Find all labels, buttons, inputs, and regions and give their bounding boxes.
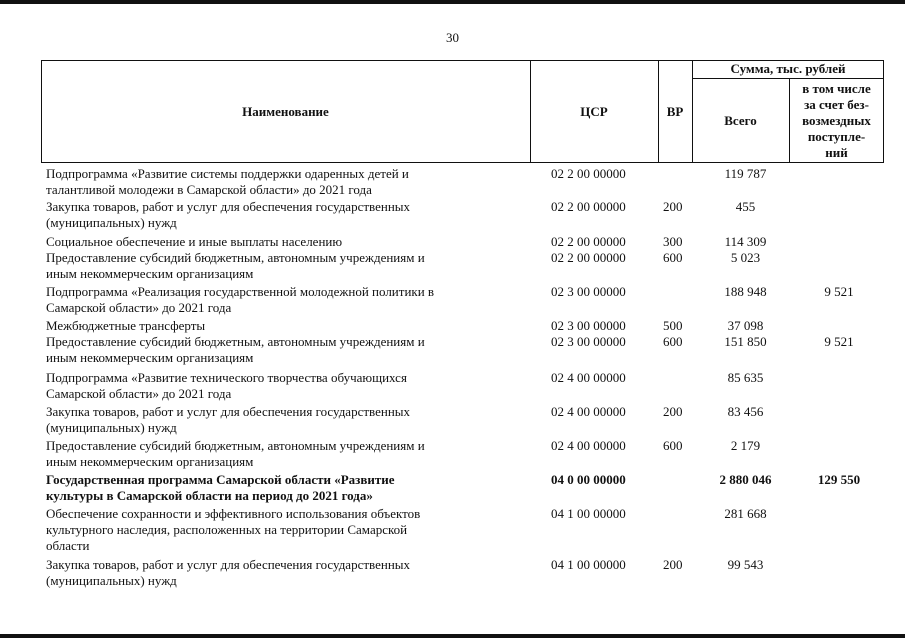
row-csr: 02 3 00 00000: [551, 334, 626, 349]
row-csr: 02 3 00 00000: [551, 284, 626, 299]
row-vr: 300: [663, 234, 683, 249]
row-name-line: (муниципальных) нужд: [46, 215, 177, 230]
row-csr: 04 1 00 00000: [551, 506, 626, 521]
row-vr: 600: [663, 250, 683, 265]
row-vr: 600: [663, 334, 683, 349]
row-name: [46, 370, 504, 402]
row-name-line: Межбюджетные трансферты: [46, 318, 206, 333]
row-vr: 600: [663, 438, 683, 453]
row-csr: 02 2 00 00000: [551, 234, 626, 249]
row-total: 5 023: [730, 250, 761, 265]
row-csr: 02 2 00 00000: [551, 250, 626, 265]
row-csr: 02 2 00 00000: [551, 166, 626, 181]
row-name-line: Социальное обеспечение и иные выплаты населению: [46, 234, 343, 249]
row-csr: 02 2 00 00000: [551, 199, 626, 214]
row-total: 151 850: [724, 334, 767, 349]
row-name-line: талантливой молодежи в Самарской области» до 2021 года: [46, 182, 372, 197]
row-name: [46, 438, 504, 470]
row-total: 2 179: [730, 438, 761, 453]
row-name: [46, 166, 504, 198]
row-name-line: культуры в Самарской области на период до 2021 года»: [46, 488, 373, 503]
page-number: 30: [446, 30, 459, 45]
row-name-line: иным некоммерческим организациям: [46, 350, 254, 365]
row-name-line: иным некоммерческим организациям: [46, 266, 254, 281]
row-total: 281 668: [724, 506, 767, 521]
row-name-line: Подпрограмма «Реализация государственной молодежной политики в: [46, 284, 435, 299]
row-name-line: иным некоммерческим организациям: [46, 454, 254, 469]
row-name-line: Подпрограмма «Развитие системы поддержки одаренных детей и: [46, 166, 409, 181]
row-name: [46, 318, 504, 334]
row-total: 99 543: [727, 557, 764, 572]
row-free-funds: 9 521: [824, 284, 854, 299]
row-total: 455: [735, 199, 756, 214]
row-name-line: Обеспечение сохранности и эффективного использования объектов: [46, 506, 421, 521]
row-vr: 200: [663, 404, 683, 419]
header-total: Всего: [724, 112, 757, 128]
row-total: 114 309: [724, 234, 767, 249]
row-name-line: Предоставление субсидий бюджетным, автономным учреждениям и: [46, 334, 425, 349]
row-name-line: Предоставление субсидий бюджетным, автономным учреждениям и: [46, 438, 425, 453]
row-name: [46, 472, 504, 504]
row-csr: 02 4 00 00000: [551, 370, 626, 385]
row-csr: 02 3 00 00000: [551, 318, 626, 333]
header-free-line: за счет без-: [804, 96, 869, 112]
row-name-line: Закупка товаров, работ и услуг для обеспечения государственных: [46, 199, 411, 214]
row-total: 188 948: [724, 284, 767, 299]
row-name-line: (муниципальных) нужд: [46, 573, 177, 588]
row-total: 2 880 046: [719, 472, 772, 487]
bottom-border: [0, 634, 905, 638]
row-vr: 200: [663, 557, 683, 572]
header-free-line: возмездных: [802, 112, 871, 128]
row-total: 85 635: [727, 370, 764, 385]
row-name: [46, 404, 504, 436]
row-total: 83 456: [727, 404, 764, 419]
row-free-funds: 129 550: [817, 472, 861, 487]
row-name: [46, 284, 504, 316]
row-free-funds: 9 521: [824, 334, 854, 349]
row-name-line: культурного наследия, расположенных на территории Самарской: [46, 522, 408, 537]
header-name: Наименование: [242, 103, 329, 119]
row-name: [46, 199, 504, 231]
row-name-line: Самарской области» до 2021 года: [46, 300, 232, 315]
row-name: [46, 506, 504, 554]
row-name-line: Самарской области» до 2021 года: [46, 386, 232, 401]
header-csr: ЦСР: [580, 103, 608, 119]
row-name: [46, 557, 504, 589]
header-free-line: ний: [825, 144, 848, 160]
row-csr: 04 1 00 00000: [551, 557, 626, 572]
header-vr: ВР: [666, 103, 684, 119]
row-name-line: Подпрограмма «Развитие технического творчества обучающихся: [46, 370, 407, 385]
row-name-line: области: [46, 538, 90, 553]
row-total: 119 787: [724, 166, 767, 181]
header-free-funds: [789, 78, 884, 163]
row-name-line: Закупка товаров, работ и услуг для обеспечения государственных: [46, 404, 411, 419]
header-free-line: в том числе: [802, 80, 871, 96]
row-total: 37 098: [727, 318, 764, 333]
row-name-line: (муниципальных) нужд: [46, 420, 177, 435]
row-csr: 04 0 00 00000: [551, 472, 626, 487]
top-border: [0, 0, 905, 4]
header-sum: Сумма, тыс. рублей: [730, 61, 846, 76]
row-name-line: Предоставление субсидий бюджетным, автономным учреждениям и: [46, 250, 425, 265]
row-name-line: Государственная программа Самарской области «Развитие: [46, 472, 395, 487]
header-free-line: поступле-: [807, 128, 866, 144]
row-vr: 500: [663, 318, 683, 333]
row-name: [46, 250, 504, 282]
row-csr: 02 4 00 00000: [551, 438, 626, 453]
row-name-line: Закупка товаров, работ и услуг для обеспечения государственных: [46, 557, 411, 572]
row-name: [46, 234, 504, 250]
row-csr: 02 4 00 00000: [551, 404, 626, 419]
row-vr: 200: [663, 199, 683, 214]
row-name: [46, 334, 504, 366]
